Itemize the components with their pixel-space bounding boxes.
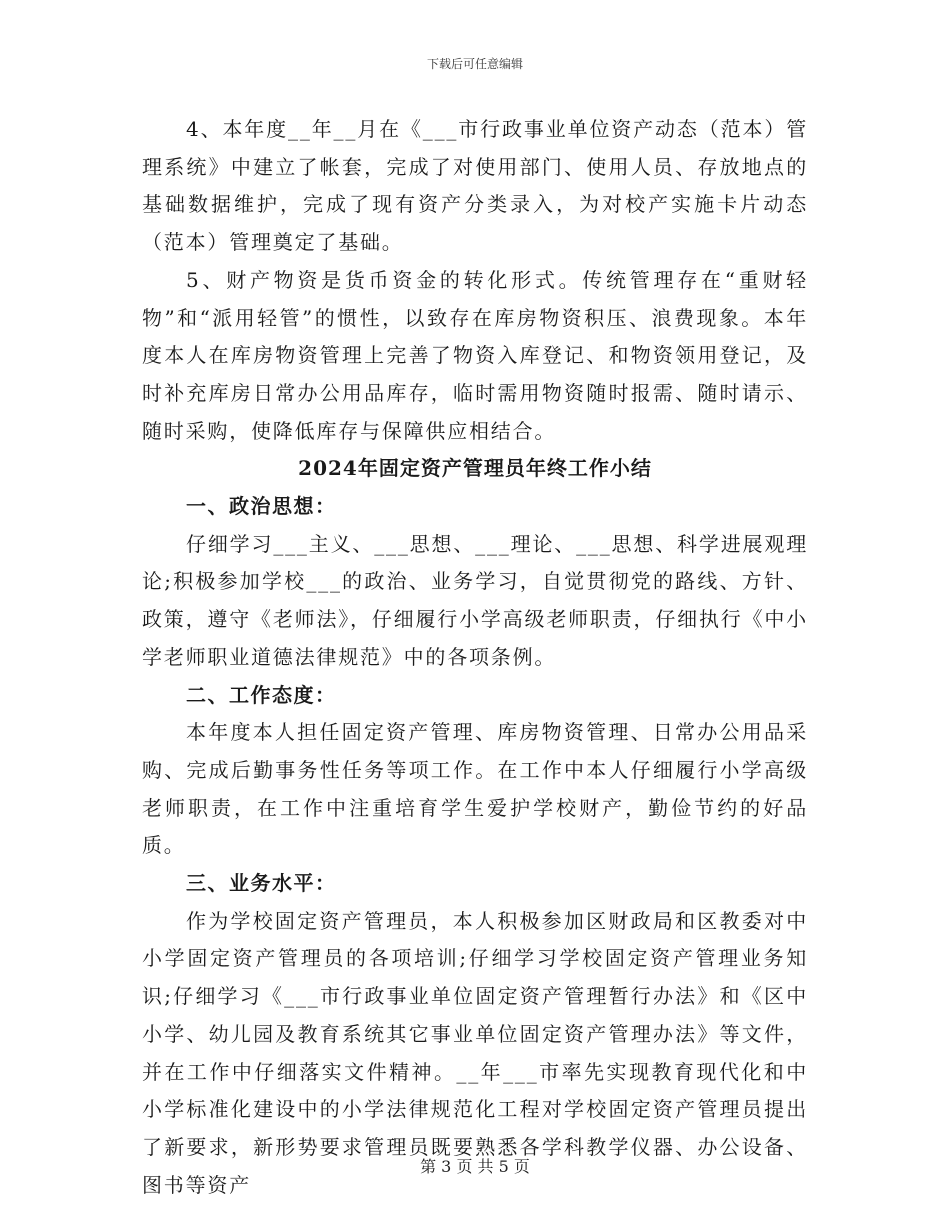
page-header: 下载后可任意编辑 (426, 57, 523, 71)
section-paragraph-business: 作为学校固定资产管理员，本人积极参加区财政局和区教委对中小学固定资产管理员的各项培训;仔细学习学校固定资产管理业务知识;仔细学习《___市行政事业单位固定资产管理暂行办法》和《区中小学、幼儿园及教育系统其它事业单位固定资产管理办法》等文件，并在工作中仔细落实文件精神。__年___市率先实现教育现代化和中小学标准化建设中的小学法律规范化工程对学校固定资产管理员提出了新要求，新形势要求管理员既要熟悉各学科教学仪器、办公设备、图书等资产 (142, 908, 808, 1197)
paragraph-item-4: 4、本年度__年__月在《___市行政事业单位资产动态（范本）管理系统》中建立了帐套，完成了对使用部门、使用人员、存放地点的基础数据维护，完成了现有资产分类录入，为对校产实施卡片动态（范本）管理奠定了基础。 (142, 117, 808, 255)
section-heading-attitude: 二、工作态度： (186, 682, 337, 707)
section-paragraph-attitude: 本年度本人担任固定资产管理、库房物资管理、日常办公用品采购、完成后勤事务性任务等项工作。在工作中本人仔细履行小学高级老师职责，在工作中注重培育学生爱护学校财产，勤俭节约的好品质。 (142, 720, 808, 858)
page-footer: 第 3 页 共 5 页 (420, 1157, 530, 1176)
document-body (142, 111, 808, 1204)
section-heading-business: 三、业务水平： (186, 871, 337, 896)
paragraph-item-5: 5、财产物资是货币资金的转化形式。传统管理存在“重财轻物”和“派用轻管”的惯性，以致存在库房物资积压、浪费现象。本年度本人在库房物资管理上完善了物资入库登记、和物资领用登记，及时补充库房日常办公用品库存，临时需用物资随时报需、随时请示、随时采购，使降低库存与保障供应相结合。 (142, 267, 808, 443)
document-title: 2024年固定资产管理员年终工作小结 (298, 456, 652, 481)
section-heading-politics: 一、政治思想： (186, 494, 337, 519)
section-paragraph-politics: 仔细学习___主义、___思想、___理论、___思想、科学进展观理论;积极参加学校___的政治、业务学习，自觉贯彻党的路线、方针、政策，遵守《老师法》，仔细履行小学高级老师职责，仔细执行《中小学老师职业道德法律规范》中的各项条例。 (142, 531, 808, 669)
